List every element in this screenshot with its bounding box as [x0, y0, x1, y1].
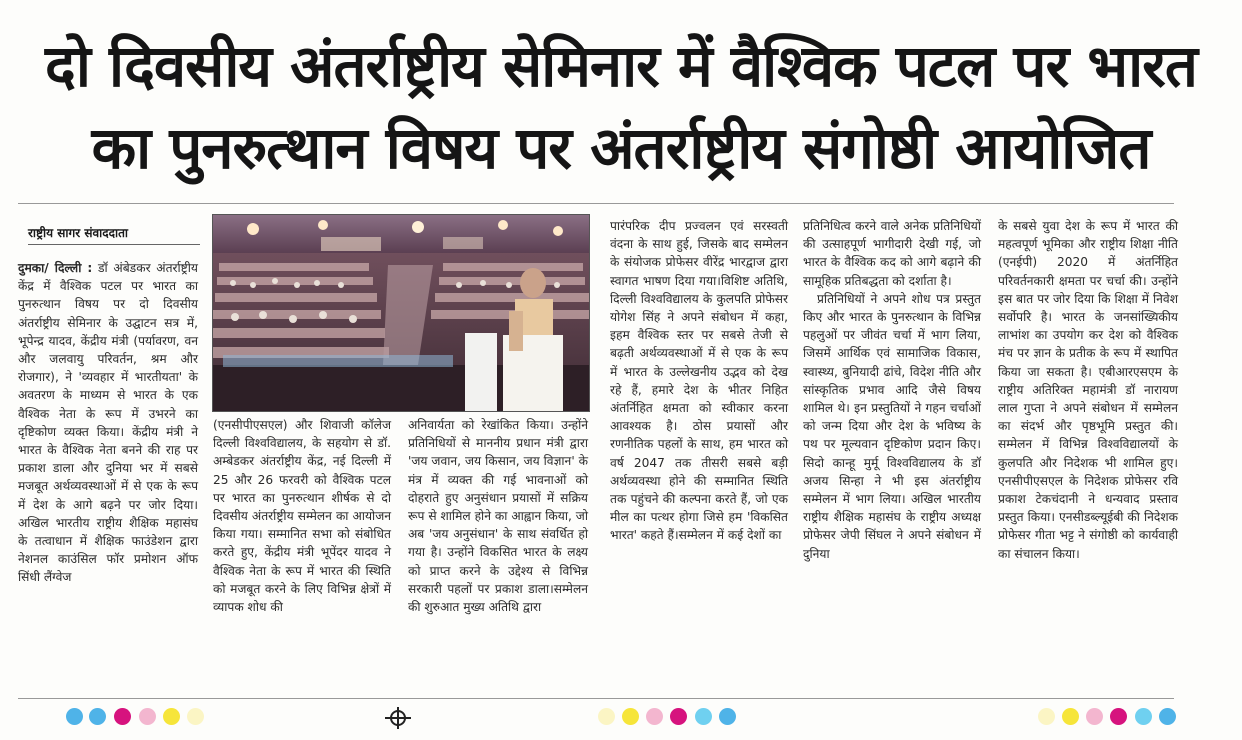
print-color-dot	[187, 708, 204, 725]
column-5-text-a: प्रतिनिधित्व करने वाले अनेक प्रतिनिधियों की उत्साहपूर्ण भागीदारी देखी गई, जो भारत के वैश्विक कद को आगे बढ़ाने की सामूहिक प्रतिबद्धता को दर्शाता है।	[803, 219, 981, 288]
article-column-1	[18, 259, 198, 587]
article-photo	[212, 214, 590, 412]
print-color-dot	[598, 708, 615, 725]
column-4-text: पारंपरिक दीप प्रज्वलन एवं सरस्वती वंदना के साथ हुई, जिसके बाद सम्मेलन के संयोजक प्रोफेसर वीरेंद्र भारद्वाज द्वारा स्वागत भाषण दिया गया।विशिष्ट अतिथि, दिल्ली विश्वविद्यालय के कुलपति प्रोफेसर योगेश सिंह ने अपने संबोधन में कहा, इहम वैश्विक स्तर पर सबसे तेजी से बढ़ती अर्थव्यवस्थाओं में से एक के रूप में भारत के उल्लेखनीय उद्भव को देख रहे हैं, हमारे देश के भीतर निहित अंतर्निहित क्षमता को स्वीकार करना आवश्यक है। ठोस प्रयासों और रणनीतिक पहलों के साथ, हम भारत को वर्ष 2047 तक तीसरी सबसे बड़ी अर्थव्यवस्था होने की सम्मानित स्थिति तक पहुंचने की कल्पना करते हैं, जो एक मील का पत्थर होगा जिसे हम 'विकसित भारत' कहते हैं।सम्मेलन में कई देशों का	[610, 219, 788, 543]
column-1-text: डॉ अंबेडकर अंतर्राष्ट्रीय केंद्र में वैश्विक पटल पर भारत का पुनरुत्थान विषय पर दो दिवसीय अंतर्राष्ट्रीय सेमिनार के उद्घाटन सत्र में, भूपेन्द्र यादव, केंद्रीय मंत्री (पर्यावरण, वन और जलवायु परिवर्तन, श्रम और रोजगार), ने 'व्यवहार में भारतीयता' के अवतरण के माध्यम से भारत के एक वैश्विक नेता के रूप में उभरने का दृष्टिकोण व्यक्त किया। केंद्रीय मंत्री ने भारत के वैश्विक नेता बनने की राह पर प्रकाश डाला और दुनिया भर में सबसे मजबूत अर्थव्यवस्थाओं में से एक के रूप में देश के आगे बढ़ने पर जोर दिया। अखिल भारतीय राष्ट्रीय शैक्षिक महासंघ के तत्वाधान में शैक्षिक फाउंडेशन द्वारा नेशनल काउंसिल फॉर प्रमोशन ऑफ सिंधी लैंग्वेज	[18, 261, 199, 585]
article-column-2	[213, 416, 391, 616]
byline: राष्ट्रीय सागर संवाददाता	[28, 224, 200, 245]
print-color-dot	[114, 708, 131, 725]
article-column-4	[610, 217, 788, 545]
print-color-dot	[1159, 708, 1176, 725]
registration-mark-icon	[385, 705, 411, 731]
print-color-dot	[163, 708, 180, 725]
article-column-5	[803, 217, 981, 563]
headline-line-2: का पुनरुत्थान विषय पर अंतर्राष्ट्रीय संगोष्ठी आयोजित	[91, 114, 1151, 182]
column-2-text: (एनसीपीएसएल) और शिवाजी कॉलेज दिल्ली विश्वविद्यालय, के सहयोग से डॉ. अम्बेडकर अंतर्राष्ट्रीय केंद्र, नई दिल्ली में 25 और 26 फरवरी को वैश्विक पटल पर भारत का पुनरुत्थान शीर्षक से दो दिवसीय अंतर्राष्ट्रीय सम्मेलन का आयोजन किया गया। सम्मानित सभा को संबोधित करते हुए, केंद्रीय मंत्री भूपेंदर यादव ने वैश्विक नेता के रूप में भारत की स्थिति को मजबूत करने के लिए विभिन्न क्षेत्रों में व्यापक शोध की	[213, 418, 391, 615]
column-5-text-b: प्रतिनिधियों ने अपने शोध पत्र प्रस्तुत किए और भारत के पुनरुत्थान के विभिन्न पहलुओं पर जीवंत चर्चा में भाग लिया, जिसमें आर्थिक एवं सामाजिक विकास, स्वास्थ्य, बुनियादी ढांचे, विदेश नीति और सांस्कृतिक प्रभाव आदि जैसे विषय शामिल थे। इन प्रस्तुतियों ने गहन चर्चाओं को जन्म दिया और देश के भविष्य के पथ पर मूल्यवान दृष्टिकोण प्रदान किए। सिदो कान्हू मुर्मू विश्वविद्यालय के डॉ अजय सिन्हा ने भी इस अंतर्राष्ट्रीय सम्मेलन में भाग लिया। अखिल भारतीय राष्ट्रीय शैक्षिक महासंघ के राष्ट्रीय अध्यक्ष प्रोफेसर जेपी सिंघल ने अपने संबोधन में दुनिया	[803, 291, 981, 561]
seminar-photo-illustration	[213, 215, 589, 411]
print-color-dot	[719, 708, 736, 725]
print-color-dot	[646, 708, 663, 725]
print-color-dot	[89, 708, 106, 725]
dateline: दुमका/ दिल्ली :	[18, 261, 93, 275]
print-color-dot	[1062, 708, 1079, 725]
print-color-dot	[695, 708, 712, 725]
column-3-text: अनिवार्यता को रेखांकित किया। उन्होंने प्रतिनिधियों से माननीय प्रधान मंत्री द्वारा 'जय जवान, जय किसान, जय विज्ञान' के मंत्र में व्यक्त की गई भावनाओं को दोहराते हुए अनुसंधान प्रयासों में सक्रिय रूप से शामिल होने का आह्वान किया, जो अब 'जय अनुसंधान' के साथ संवर्धित हो गया है। उन्होंने विकसित भारत के लक्ष्य को प्राप्त करने के उद्देश्य से विभिन्न सरकारी पहलों पर प्रकाश डाला।सम्मेलन की शुरुआत मुख्य अतिथि द्वारा	[408, 418, 588, 615]
article-column-6	[998, 217, 1178, 563]
print-color-dot	[1038, 708, 1055, 725]
print-color-dot	[670, 708, 687, 725]
headline-divider	[18, 203, 1174, 204]
print-color-dot	[622, 708, 639, 725]
print-color-dot	[1086, 708, 1103, 725]
article-column-3	[408, 416, 588, 616]
headline-line-1: दो दिवसीय अंतर्राष्ट्रीय सेमिनार में वैश्विक पटल पर भारत	[45, 32, 1197, 100]
print-color-dot	[139, 708, 156, 725]
print-color-dot	[1135, 708, 1152, 725]
footer-divider	[18, 698, 1174, 699]
print-color-dot	[1110, 708, 1127, 725]
column-6-text: के सबसे युवा देश के रूप में भारत की महत्वपूर्ण भूमिका और राष्ट्रीय शिक्षा नीति (एनईपी) 2020 में अंतर्निहित परिवर्तनकारी क्षमता पर चर्चा की। उन्होंने इस बात पर जोर दिया कि शिक्षा में निवेश सर्वोपरि है। भारत के जनसांख्यिकीय लाभांश का उपयोग कर देश को वैश्विक मंच पर ज्ञान के प्रतीक के रूप में स्थापित किया जा सकता है। एबीआरएसएम के राष्ट्रीय अतिरिक्त महामंत्री डॉ नारायण लाल गुप्ता ने अपने संबोधन में सम्मेलन का संदर्भ और पृष्ठभूमि प्रस्तुत की। सम्मेलन में विभिन्न विश्वविद्यालयों के कुलपति और निदेशक भी शामिल हुए। एनसीपीएसएल के निदेशक प्रोफेसर रवि प्रकाश टेकचंदानी ने धन्यवाद प्रस्ताव प्रस्तुत किया। एनसीडब्ल्यूईबी की निदेशक प्रोफेसर गीता भट्ट ने संगोष्ठी को कार्यवाही का संचालन किया।	[998, 219, 1178, 561]
print-color-dot	[66, 708, 83, 725]
